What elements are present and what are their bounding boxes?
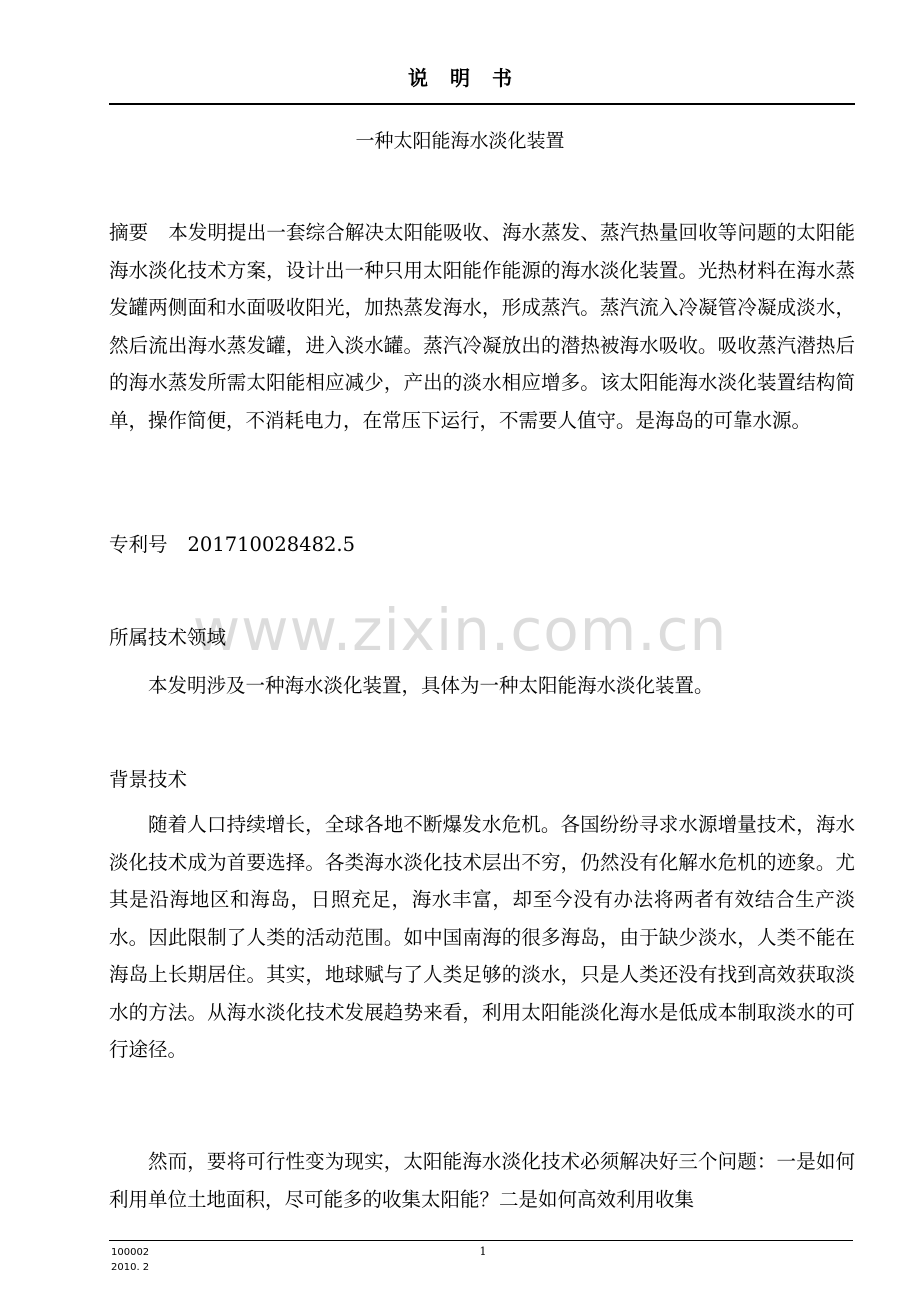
footer-code: 100002 xyxy=(111,1247,150,1258)
document-title: 一种太阳能海水淡化装置 xyxy=(355,130,565,152)
section-heading-technical-field: 所属技术领域 xyxy=(109,626,227,649)
page-header-title: 说明书 xyxy=(408,66,534,90)
page-number: 1 xyxy=(479,1245,487,1258)
patent-label: 专利号 xyxy=(109,533,168,556)
footer-rule xyxy=(109,1240,853,1241)
section-heading-background: 背景技术 xyxy=(109,768,188,791)
section-paragraph-background-1: 随着人口持续增长，全球各地不断爆发水危机。各国纷纷寻求水源增量技术，海水淡化技术成为首要选择。各类海水淡化技术层出不穷，仍然没有化解水危机的迹象。尤其是沿海地区和海岛，日照充足，海水丰富，却至今没有办法将两者有效结合生产淡水。因此限制了人类的活动范围。如中国南海的很多海岛，由于缺少淡水，人类不能在海岛上长期居住。其实，地球赋与了人类足够的淡水，只是人类还没有找到高效获取淡水的方法。从海水淡化技术发展趋势来看，利用太阳能淡化海水是低成本制取淡水的可行途径。 xyxy=(109,813,855,1061)
header-rule xyxy=(109,103,855,105)
abstract-paragraph xyxy=(109,214,855,439)
footer-date: 2010. 2 xyxy=(111,1262,150,1273)
section-paragraph-background-2: 然而，要将可行性变为现实，太阳能海水淡化技术必须解决好三个问题：一是如何利用单位土地面积，尽可能多的收集太阳能？二是如何高效利用收集 xyxy=(109,1150,855,1211)
abstract-text: 本发明提出一套综合解决太阳能吸收、海水蒸发、蒸汽热量回收等问题的太阳能海水淡化技术方案，设计出一种只用太阳能作能源的海水淡化装置。光热材料在海水蒸发罐两侧面和水面吸收阳光，加热蒸发海水，形成蒸汽。蒸汽流入冷凝管冷凝成淡水，然后流出海水蒸发罐，进入淡水罐。蒸汽冷凝放出的潜热被海水吸收。吸收蒸汽潜热后的海水蒸发所需太阳能相应减少，产出的淡水相应增多。该太阳能海水淡化装置结构简单，操作简便，不消耗电力，在常压下运行，不需要人值守。是海岛的可靠水源。 xyxy=(109,221,855,432)
abstract-label: 摘要 xyxy=(109,221,149,244)
patent-number-line xyxy=(109,526,855,564)
section-paragraph-technical-field: 本发明涉及一种海水淡化装置，具体为一种太阳能海水淡化装置。 xyxy=(148,674,714,697)
patent-number: 201710028482.5 xyxy=(187,533,355,556)
watermark: www.zixin.com.cn xyxy=(192,596,728,664)
